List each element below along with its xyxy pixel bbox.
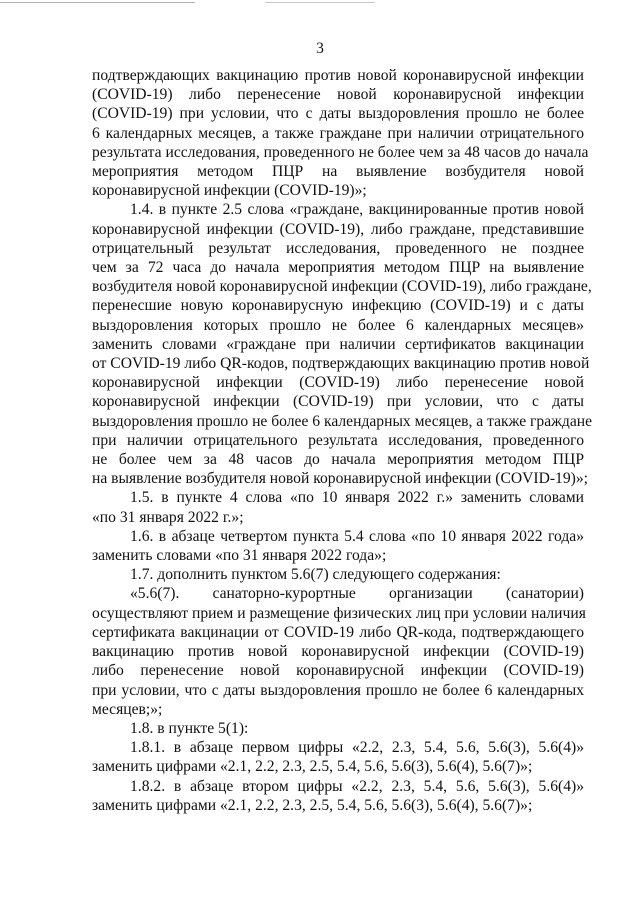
text-line: заменить цифрами «2.1, 2.2, 2.3, 2.5, 5.4, 5.6, 5.6(3), 5.6(4), 5.6(7)»; [92,796,533,814]
text-line: выздоровления которых прошло не более 6 календарных месяцев» [92,316,584,334]
text-line: не более чем за 48 часов до начала мероприятия методом ПЦР [92,451,584,469]
text-line: коронавирусной инфекции (COVID-19)»; [92,182,367,200]
text-line: отрицательный результат исследования, проведенного не позднее [92,239,584,257]
text-line: при наличии отрицательного результата исследования, проведенного [92,431,584,449]
text-line: заменить словами «граждане при наличии сертификатов вакцинации [92,335,584,353]
paragraph [92,527,584,565]
text-line: месяцев;»; [92,700,163,718]
text-line: заменить цифрами «2.1, 2.2, 2.3, 2.5, 5.4, 5.6, 5.6(3), 5.6(4), 5.6(7)»; [92,758,533,776]
text-line: перенесшие новую коронавирусную инфекцию (COVID-19) и с даты [92,297,584,315]
text-line: (COVID-19) либо перенесение новой коронавирусной инфекции [92,86,584,104]
text-line: мероприятия методом ПЦР на выявление возбудителя новой [92,163,584,181]
top-edge-rule [0,2,195,3]
text-line: 1.8.1. в абзаце первом цифры «2.2, 2.3, 5.4, 5.6, 5.6(3), 5.6(4)» [130,739,584,757]
text-line: «по 31 января 2022 г.»; [92,508,244,526]
paragraph [92,565,584,584]
text-line: чем за 72 часа до начала мероприятия методом ПЦР на выявление [92,259,584,277]
text-line: на выявление возбудителя новой коронавирусной инфекции (COVID-19)»; [92,470,588,488]
text-line: возбудителя новой коронавирусной инфекции (COVID-19), либо граждане, [92,278,592,296]
text-line: от COVID-19 либо QR-кодов, подтверждающих вакцинацию против новой [92,355,590,373]
text-line: результата исследования, проведенного не более чем за 48 часов до начала [92,143,589,161]
top-edge-rule-secondary [265,2,375,3]
text-line: 1.8.2. в абзаце втором цифры «2.2, 2.3, 5.4, 5.6, 5.6(3), 5.6(4)» [130,777,584,795]
paragraph [92,66,589,200]
text-line: коронавирусной инфекции (COVID-19) либо перенесение новой [92,374,584,392]
text-line: подтверждающих вакцинацию против новой коронавирусной инфекции [92,67,584,84]
text-line: 1.8. в пункте 5(1): [130,719,249,737]
text-line: осуществляют прием и размещение физических лиц при условии наличия [92,604,586,622]
paragraph [92,488,584,526]
text-line: заменить словами «по 31 января 2022 года»; [92,547,387,565]
text-line: при условии, что с даты выздоровления прошло не более 6 календарных [92,681,584,699]
document-body [92,66,593,815]
paragraph [92,777,584,815]
text-line: коронавирусной инфекции (COVID-19) при условии, что с даты [92,393,584,411]
text-line: «5.6(7). санаторно-курортные организации (санатории) [130,585,584,603]
text-line: коронавирусной инфекции (COVID-19), либо граждане, представившие [92,220,584,238]
text-line: 6 календарных месяцев, а также граждане при наличии отрицательного [92,124,584,142]
text-line: 1.5. в пункте 4 слова «по 10 января 2022 г.» заменить словами [130,489,584,507]
text-line: 1.6. в абзаце четвертом пункта 5.4 слова «по 10 января 2022 года» [130,527,584,545]
paragraph [92,719,584,738]
paragraph [92,200,593,488]
text-line: сертификата вакцинации от COVID-19 либо QR-кода, подтверждающего [92,623,584,641]
paragraph [92,738,584,776]
text-line: (COVID-19) при условии, что с даты выздоровления прошло не более [92,105,584,123]
text-line: 1.4. в пункте 2.5 слова «граждане, вакцинированные против новой [130,201,584,219]
text-line: вакцинацию против новой коронавирусной инфекции (COVID-19) [92,643,584,661]
page-number: 3 [316,40,324,57]
text-line: либо перенесение новой коронавирусной инфекции (COVID-19) [92,662,584,680]
text-line: 1.7. дополнить пунктом 5.6(7) следующего содержания: [130,566,501,584]
text-line: выздоровления прошло не более 6 календарных месяцев, а также граждане [92,412,593,430]
paragraph [92,584,584,718]
